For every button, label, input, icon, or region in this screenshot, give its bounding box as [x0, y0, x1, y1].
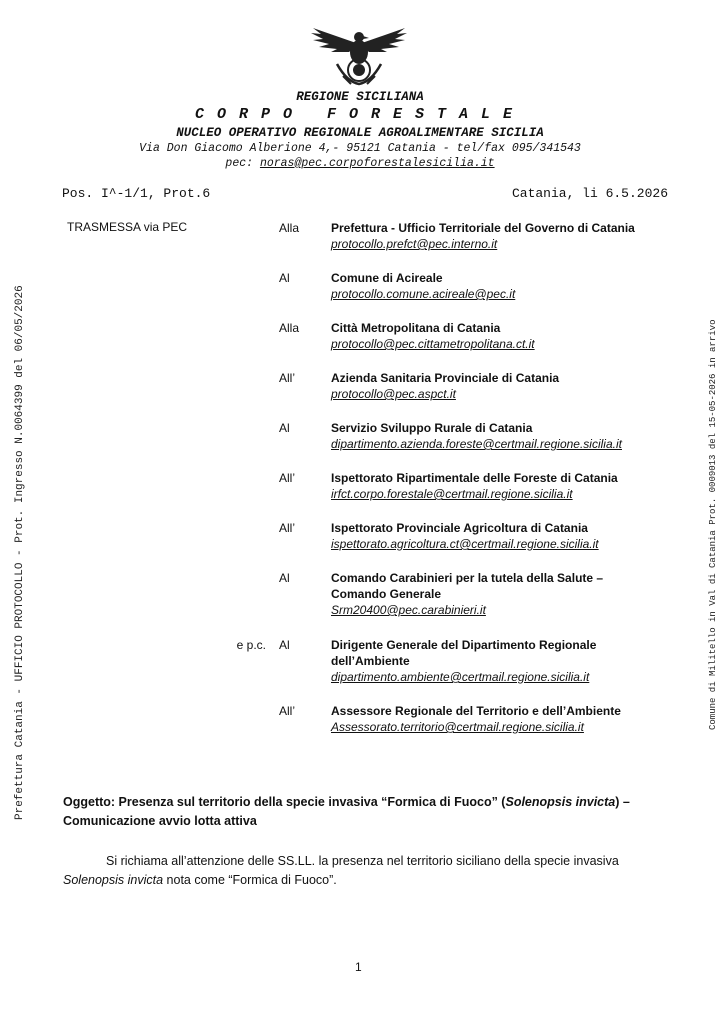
recipient-article: Al: [279, 421, 290, 435]
recipient-article: All’: [279, 371, 296, 385]
body-part2: nota come “Formica di Fuoco”.: [163, 873, 337, 887]
recipient-email[interactable]: protocollo.comune.acireale@pec.it: [331, 287, 516, 301]
recipient-name: Azienda Sanitaria Provinciale di Catania: [331, 371, 560, 385]
recipient-email[interactable]: irfct.corpo.forestale@certmail.regione.sicilia.it: [331, 487, 573, 501]
pec-label: pec:: [225, 157, 260, 170]
eagle-emblem-icon: [303, 24, 415, 88]
recipient-email[interactable]: Assessorato.territorio@certmail.regione.sicilia.it: [331, 720, 584, 734]
prefettura-protocol-stamp: Prefettura Catania - UFFICIO PROTOCOLLO - Prot. Ingresso N.0064399 del 06/05/2026: [14, 285, 26, 820]
recipient-article: Alla: [279, 321, 300, 335]
recipient-email[interactable]: dipartimento.ambiente@certmail.regione.sicilia.it: [331, 670, 590, 684]
recipient-article: Alla: [279, 221, 300, 235]
recipient-name: Comando Carabinieri per la tutela della Salute – Comando Generale: [331, 571, 604, 601]
subject-species: Solenopsis invicta: [505, 795, 616, 809]
recipient-name: Servizio Sviluppo Rurale di Catania: [331, 421, 533, 435]
recipient-name: Città Metropolitana di Catania: [331, 321, 501, 335]
recipient-name: Assessore Regionale del Territorio e dell’Ambiente: [331, 704, 621, 718]
recipient-name: Ispettorato Ripartimentale delle Foreste di Catania: [331, 471, 618, 485]
subject-tail: ) – Comunicazione avvio lotta attiva: [63, 795, 630, 828]
recipient-email[interactable]: protocollo@pec.cittametropolitana.ct.it: [331, 337, 535, 351]
recipient-email[interactable]: protocollo@pec.aspct.it: [331, 387, 456, 401]
recipient-prefix: e p.c.: [236, 638, 266, 652]
recipient-email[interactable]: protocollo.prefct@pec.interno.it: [331, 237, 498, 251]
body-species: Solenopsis invicta: [63, 873, 164, 887]
recipient-article: All’: [279, 471, 296, 485]
nucleus-heading: NUCLEO OPERATIVO REGIONALE AGROALIMENTARE SICILIA: [176, 126, 544, 140]
pec-address: noras@pec.corpoforestalesicilia.it: [259, 157, 495, 170]
region-heading: REGIONE SICILIANA: [296, 90, 424, 104]
page-number: 1: [355, 960, 362, 974]
recipient-article: Al: [279, 638, 290, 652]
body-part1: Si richiama all’attenzione delle SS.LL. la presenza nel territorio siciliano della specie invasiva: [106, 854, 619, 868]
body-paragraph: [63, 852, 663, 890]
transmission-note: TRASMESSA via PEC: [67, 220, 188, 234]
office-address: Via Don Giacomo Alberione 4,- 95121 Catania - tel/fax 095/341543: [139, 142, 581, 155]
recipient-name: Prefettura - Ufficio Territoriale del Governo di Catania: [331, 221, 635, 235]
recipient-email[interactable]: ispettorato.agricoltura.ct@certmail.regione.sicilia.it: [331, 537, 599, 551]
recipient-article: Al: [279, 271, 290, 285]
recipient-article: All’: [279, 521, 296, 535]
pec-line: [0, 157, 720, 170]
recipient-article: All’: [279, 704, 296, 718]
recipient-article: Al: [279, 571, 290, 585]
corps-heading: CORPO FORESTALE: [194, 106, 526, 123]
protocol-reference: Pos. I^-1/1, Prot.6: [62, 186, 211, 201]
comune-protocol-stamp: Comune di Militello in Val di Catania Prot. 0009013 del 15-05-2026 in arrivo: [708, 319, 718, 730]
recipient-name: Dirigente Generale del Dipartimento Regionale dell’Ambiente: [331, 638, 597, 668]
place-date: Catania, li 6.5.2026: [511, 186, 668, 201]
recipient-name: Ispettorato Provinciale Agricoltura di Catania: [331, 521, 588, 535]
recipient-email[interactable]: dipartimento.azienda.foreste@certmail.regione.sicilia.it: [331, 437, 622, 451]
recipient-email[interactable]: Srm20400@pec.carabinieri.it: [331, 603, 486, 617]
subject-lead: Oggetto: Presenza sul territorio della specie invasiva “Formica di Fuoco” (: [63, 795, 506, 809]
subject-line: [63, 793, 663, 831]
recipient-name: Comune di Acireale: [331, 271, 443, 285]
